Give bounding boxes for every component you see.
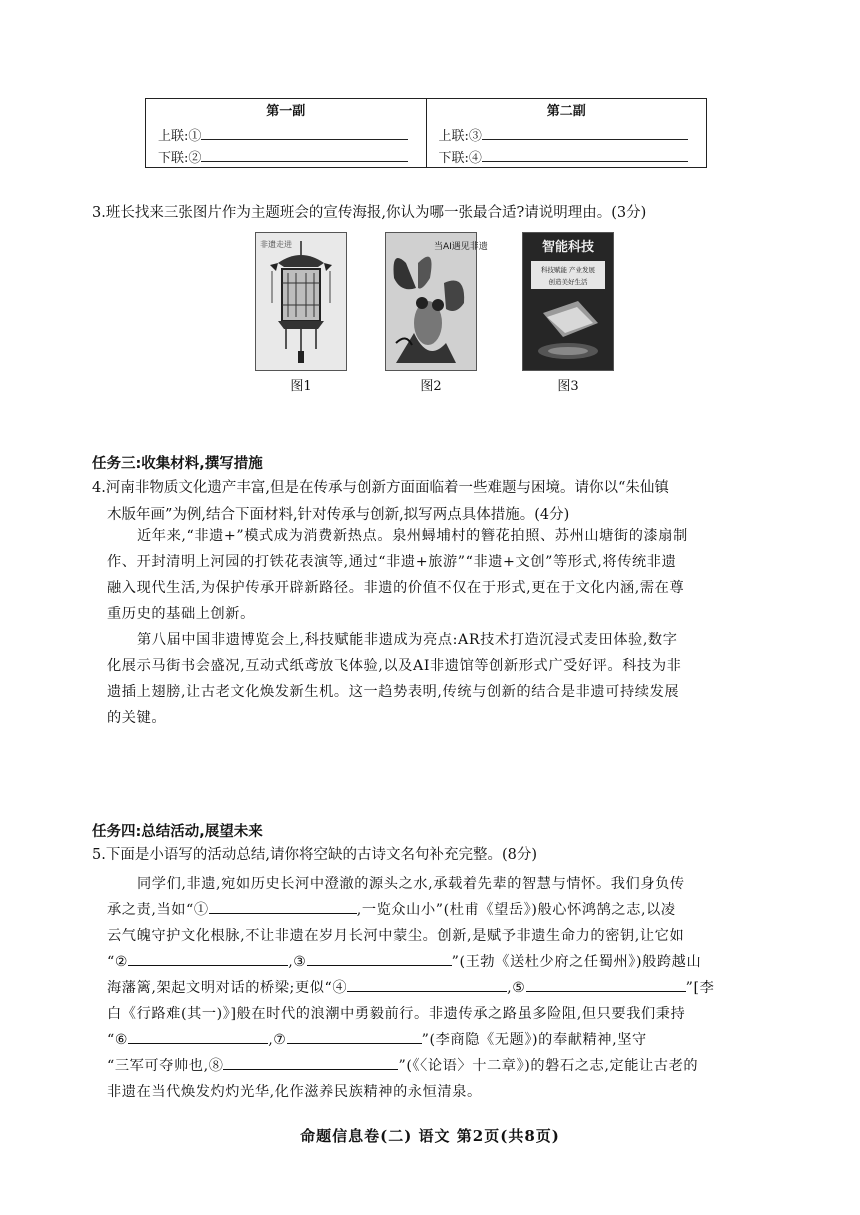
paragraph-line: 的关键。 xyxy=(107,710,167,726)
lower-line-label: 下联:④ xyxy=(438,151,482,166)
lantern-image xyxy=(255,232,347,371)
couplet-column-1 xyxy=(146,99,426,167)
figure-3 xyxy=(522,232,614,394)
butterfly-poster-image xyxy=(385,232,488,371)
summary-text: ”(李商隐《无题》)的奉献精神,坚守 xyxy=(421,1032,647,1048)
lower-line-label: 下联:② xyxy=(158,151,202,166)
poster-title-text: 当AI遇见非遗 xyxy=(434,242,488,252)
summary-line xyxy=(107,949,714,975)
paragraph-line: 第八届中国非遗博览会上,科技赋能非遗成为亮点:AR技术打造沉浸式麦田体验,数字 xyxy=(137,632,678,648)
poster-corner-text: 非遗走进 xyxy=(260,240,292,249)
answer-blank[interactable] xyxy=(482,138,688,140)
answer-blank[interactable] xyxy=(201,160,407,162)
couplet-column-2 xyxy=(426,99,707,167)
blank-2[interactable] xyxy=(128,951,288,966)
summary-text: ”(《〈论语〉十二章》)的磐石之志,定能让古老的 xyxy=(398,1058,699,1074)
summary-line xyxy=(107,1053,714,1079)
column-title: 第一副 xyxy=(266,104,306,119)
blank-8[interactable] xyxy=(223,1055,398,1070)
summary-text: ,⑤ xyxy=(507,980,526,996)
summary-text: “⑥ xyxy=(107,1032,129,1048)
blank-5[interactable] xyxy=(526,977,686,992)
summary-line xyxy=(107,897,714,923)
summary-line: 云气魄守护文化根脉,不让非遗在岁月长河中蒙尘。创新,是赋予非遗生命力的密钥,让它如 xyxy=(107,928,685,944)
answer-blank[interactable] xyxy=(201,138,407,140)
summary-line xyxy=(107,1027,714,1053)
paragraph-line: 重历史的基础上创新。 xyxy=(107,606,255,622)
couplet-answer-table xyxy=(145,98,707,168)
poster-subline-2: 创造美好生活 xyxy=(548,278,588,286)
activity-summary xyxy=(107,871,714,1105)
lower-line-1 xyxy=(158,144,414,166)
summary-text: “三军可夺帅也,⑧ xyxy=(107,1058,224,1074)
material-paragraph-1 xyxy=(107,523,688,627)
blank-7[interactable] xyxy=(287,1029,422,1044)
summary-line xyxy=(107,975,714,1001)
figure-caption: 图3 xyxy=(557,379,579,394)
material-paragraph-2 xyxy=(107,627,681,731)
blank-6[interactable] xyxy=(128,1029,268,1044)
summary-text: ”(王勃《送杜少府之任蜀州》)般跨越山 xyxy=(451,954,702,970)
figure-row xyxy=(0,232,860,392)
summary-text: ”[李 xyxy=(685,980,715,996)
blank-4[interactable] xyxy=(347,977,507,992)
task-3-heading: 任务三:收集材料,撰写措施 xyxy=(92,456,263,472)
question-3: 3.班长找来三张图片作为主题班会的宣传海报,你认为哪一张最合适?请说明理由。(3分) xyxy=(92,205,647,221)
summary-text: ,⑦ xyxy=(268,1032,287,1048)
poster-heading: 智能科技 xyxy=(541,240,595,255)
summary-text: ,③ xyxy=(288,954,307,970)
upper-line-label: 上联:① xyxy=(158,129,202,144)
question-4-line-1: 4.河南非物质文化遗产丰富,但是在传承与创新方面面临着一些难题与困境。请你以“朱仙镇 xyxy=(92,480,669,496)
figure-caption: 图2 xyxy=(420,379,442,394)
question-4-line-2: 木版年画”为例,结合下面材料,针对传承与创新,拟写两点具体措施。(4分) xyxy=(107,507,570,523)
summary-text: 承之责,当如“① xyxy=(107,902,209,918)
task-4-heading: 任务四:总结活动,展望未来 xyxy=(92,824,263,840)
paragraph-line: 作、开封清明上河园的打铁花表演等,通过“非遗+旅游”“非遗+文创”等形式,将传统非遗 xyxy=(107,554,677,570)
page-footer: 命题信息卷(二) 语文 第2页(共8页) xyxy=(300,1127,560,1145)
summary-line: 非遗在当代焕发灼灼光华,化作滋养民族精神的永恒清泉。 xyxy=(107,1084,482,1100)
summary-text: “② xyxy=(107,954,129,970)
blank-3[interactable] xyxy=(307,951,452,966)
figure-2 xyxy=(385,232,488,394)
figure-1 xyxy=(255,232,347,394)
tech-poster-image xyxy=(522,232,614,371)
summary-text: ,一览众山小”(杜甫《望岳》)般心怀鸿鹄之志,以凌 xyxy=(356,902,676,918)
paragraph-line: 融入现代生活,为保护传承开辟新路径。非遗的价值不仅在于形式,更在于文化内涵,需在尊 xyxy=(107,580,685,596)
figure-caption: 图1 xyxy=(290,379,312,394)
column-title: 第二副 xyxy=(546,104,586,119)
answer-blank[interactable] xyxy=(482,160,688,162)
question-5-title: 5.下面是小语写的活动总结,请你将空缺的古诗文名句补充完整。(8分) xyxy=(92,847,537,863)
blank-1[interactable] xyxy=(209,899,357,914)
summary-text: 海藩篱,架起文明对话的桥梁;更似“④ xyxy=(107,980,348,996)
upper-line-1 xyxy=(158,122,414,144)
poster-subline-1: 科技赋能 产业发展 xyxy=(540,266,596,274)
lower-line-2 xyxy=(439,144,695,166)
upper-line-label: 上联:③ xyxy=(438,129,482,144)
summary-line: 白《行路难(其一)》]般在时代的浪潮中勇毅前行。非遗传承之路虽多险阻,但只要我们秉持 xyxy=(107,1006,686,1022)
paragraph-line: 近年来,“非遗+”模式成为消费新热点。泉州蟳埔村的簪花拍照、苏州山塘街的漆扇制 xyxy=(137,528,688,544)
summary-line: 同学们,非遗,宛如历史长河中澄澈的源头之水,承载着先辈的智慧与情怀。我们身负传 xyxy=(137,876,685,892)
paragraph-line: 遗插上翅膀,让古老文化焕发新生机。这一趋势表明,传统与创新的结合是非遗可持续发展 xyxy=(107,684,680,700)
upper-line-2 xyxy=(439,122,695,144)
paragraph-line: 化展示马街书会盛况,互动式纸鸢放飞体验,以及AI非遗馆等创新形式广受好评。科技为非 xyxy=(107,658,682,674)
